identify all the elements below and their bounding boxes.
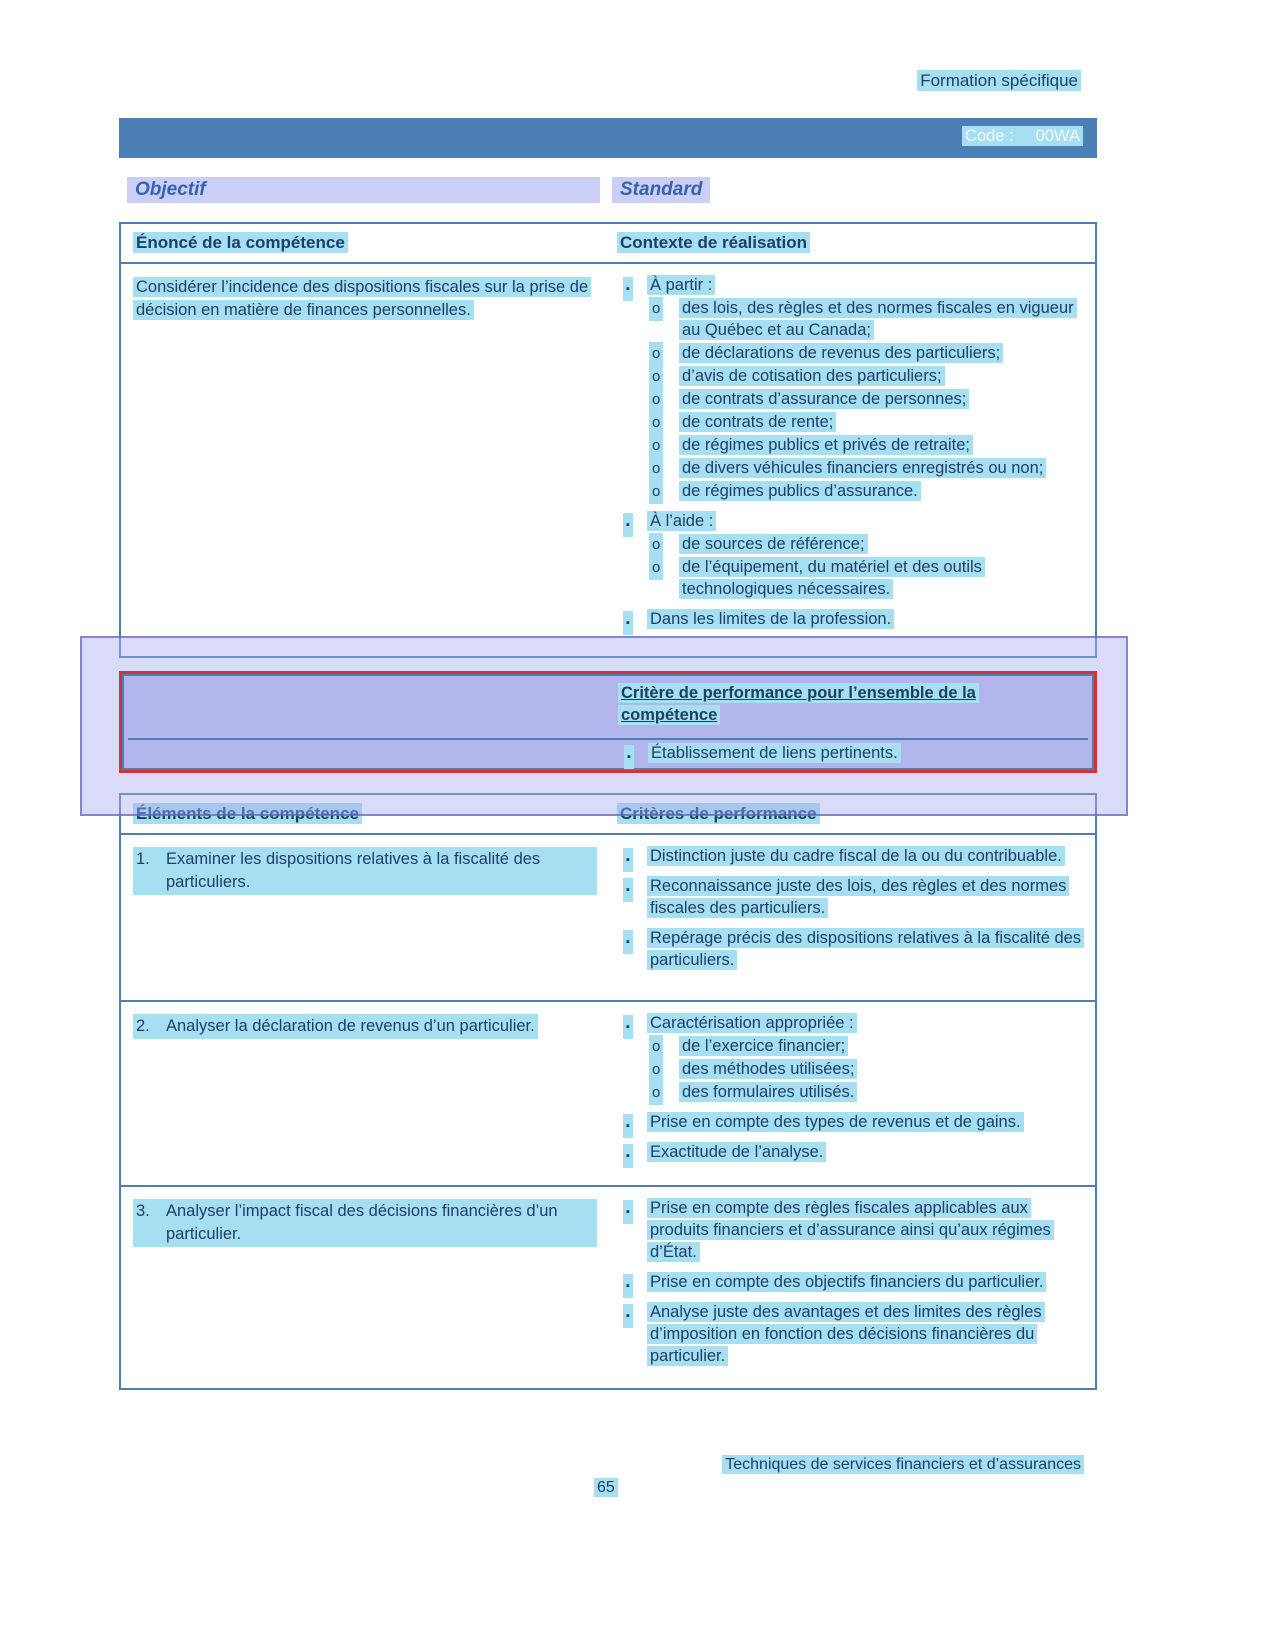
objectif-title bbox=[127, 177, 600, 203]
competency-table-body bbox=[121, 264, 1095, 631]
page-number bbox=[594, 1477, 618, 1499]
column-titles bbox=[119, 177, 1097, 205]
list-item-text: de sources de référence; bbox=[679, 534, 868, 554]
bullet-icon: ▪ bbox=[623, 1200, 633, 1224]
element-number: 1. bbox=[133, 847, 163, 895]
circle-bullet-icon: o bbox=[649, 533, 663, 557]
bullet-icon: ▪ bbox=[623, 930, 633, 954]
standard-title-text: Standard bbox=[620, 179, 703, 200]
list-item bbox=[617, 1012, 1089, 1034]
list-item bbox=[617, 1271, 1089, 1293]
bullet-icon: ▪ bbox=[623, 1015, 633, 1039]
list-item-text: des lois, des règles et des normes fiscales en vigueur au Québec et au Canada; bbox=[679, 298, 1077, 340]
list-item bbox=[617, 1301, 1089, 1367]
footer-program bbox=[722, 1454, 1084, 1476]
list-item-text: À partir : bbox=[647, 275, 715, 295]
col-header-criteres: Critères de performance bbox=[617, 803, 820, 824]
bullet-icon: ▪ bbox=[623, 1274, 633, 1298]
code-value: 00WA bbox=[1035, 127, 1080, 145]
criteria-cell bbox=[617, 835, 1095, 1000]
element-text: Examiner les dispositions relatives à la fiscalité des particuliers. bbox=[163, 847, 597, 895]
list-item-text: Caractérisation appropriée : bbox=[647, 1013, 857, 1033]
element-number: 3. bbox=[133, 1199, 163, 1247]
code-highlight bbox=[962, 126, 1083, 146]
list-item bbox=[617, 875, 1089, 919]
list-item-text: de contrats de rente; bbox=[679, 412, 836, 432]
elements-table bbox=[119, 793, 1097, 1390]
section-header-text: Formation spécifique bbox=[917, 70, 1081, 91]
circle-bullet-icon: o bbox=[649, 342, 663, 366]
list-item bbox=[617, 1081, 1089, 1103]
criteria-list bbox=[617, 845, 1089, 971]
bullet-icon: ▪ bbox=[623, 848, 633, 872]
list-item bbox=[618, 742, 1082, 764]
competency-table-header bbox=[121, 224, 1095, 264]
list-item-text: de déclarations de revenus des particuliers; bbox=[679, 343, 1003, 363]
list-item bbox=[617, 274, 1089, 296]
competency-statement-cell bbox=[121, 264, 617, 631]
criteria-cell bbox=[617, 1002, 1095, 1185]
list-item bbox=[617, 556, 1089, 600]
circle-bullet-icon: o bbox=[649, 457, 663, 481]
criteria-list bbox=[617, 1197, 1089, 1367]
performance-box-title: Critère de performance pour l’ensemble de la compétence bbox=[618, 683, 979, 725]
bullet-icon: ▪ bbox=[623, 277, 633, 301]
element-cell bbox=[121, 835, 617, 1000]
list-item-text: Reconnaissance juste des lois, des règles et des normes fiscales des particuliers. bbox=[647, 876, 1069, 918]
competency-table bbox=[119, 222, 1097, 658]
list-item-text: Prise en compte des objectifs financiers du particulier. bbox=[647, 1272, 1046, 1292]
list-item bbox=[617, 388, 1089, 410]
title-bar bbox=[119, 118, 1097, 158]
circle-bullet-icon: o bbox=[649, 1058, 663, 1082]
context-list bbox=[617, 274, 1089, 630]
list-item-text: des formulaires utilisés. bbox=[679, 1082, 857, 1102]
list-item bbox=[617, 608, 1089, 630]
list-item bbox=[617, 845, 1089, 867]
list-item-text: Prise en compte des types de revenus et de gains. bbox=[647, 1112, 1024, 1132]
performance-criterion-inner bbox=[122, 674, 1094, 770]
bullet-icon: ▪ bbox=[623, 513, 633, 537]
context-cell bbox=[617, 264, 1095, 631]
col-header-enonce: Énoncé de la compétence bbox=[133, 232, 348, 253]
element-text: Analyser l’impact fiscal des décisions financières d’un particulier. bbox=[163, 1199, 597, 1247]
code-label: Code : bbox=[965, 127, 1014, 145]
list-item bbox=[617, 533, 1089, 555]
list-item bbox=[617, 927, 1089, 971]
circle-bullet-icon: o bbox=[649, 434, 663, 458]
list-item bbox=[617, 510, 1089, 532]
performance-box-list bbox=[618, 742, 1082, 764]
element-number: 2. bbox=[133, 1014, 163, 1039]
list-item-text: d’avis de cotisation des particuliers; bbox=[679, 366, 945, 386]
circle-bullet-icon: o bbox=[649, 411, 663, 435]
circle-bullet-icon: o bbox=[649, 297, 663, 321]
list-item bbox=[617, 1035, 1089, 1057]
bullet-icon: ▪ bbox=[623, 1114, 633, 1138]
objectif-title-text: Objectif bbox=[135, 179, 206, 200]
list-item-text: À l’aide : bbox=[647, 511, 716, 531]
footer-program-text: Techniques de services financiers et d’assurances bbox=[722, 1455, 1084, 1474]
list-item bbox=[617, 1141, 1089, 1163]
list-item-text: de régimes publics d’assurance. bbox=[679, 481, 921, 501]
circle-bullet-icon: o bbox=[649, 365, 663, 389]
element-cell bbox=[121, 1187, 617, 1388]
list-item bbox=[617, 1197, 1089, 1263]
divider bbox=[128, 738, 1088, 740]
list-item bbox=[617, 434, 1089, 456]
criteria-cell bbox=[617, 1187, 1095, 1388]
elements-table-header bbox=[121, 795, 1095, 835]
criteria-list bbox=[617, 1012, 1089, 1163]
list-item-text: Repérage précis des dispositions relatives à la fiscalité des particuliers. bbox=[647, 928, 1084, 970]
code-field bbox=[962, 125, 1083, 147]
table-row bbox=[121, 1000, 1095, 1185]
table-row bbox=[121, 835, 1095, 1000]
list-item-text: de l’exercice financier; bbox=[679, 1036, 848, 1056]
list-item-text: Analyse juste des avantages et des limites des règles d’imposition en fonction des décisions financières du particulier. bbox=[647, 1302, 1045, 1366]
circle-bullet-icon: o bbox=[649, 1081, 663, 1105]
competency-statement: Considérer l’incidence des dispositions fiscales sur la prise de décision en matière de finances personnelles. bbox=[133, 277, 591, 320]
list-item-text: des méthodes utilisées; bbox=[679, 1059, 857, 1079]
list-item bbox=[617, 411, 1089, 433]
col-header-elements: Éléments de la compétence bbox=[133, 803, 362, 824]
performance-box-title-wrap bbox=[618, 682, 1020, 726]
page-number-text: 65 bbox=[594, 1478, 618, 1497]
standard-title bbox=[612, 177, 710, 203]
bullet-icon: ▪ bbox=[623, 878, 633, 902]
list-item bbox=[617, 480, 1089, 502]
list-item bbox=[617, 457, 1089, 479]
circle-bullet-icon: o bbox=[649, 1035, 663, 1059]
bullet-icon: ▪ bbox=[624, 745, 634, 769]
col-header-contexte: Contexte de réalisation bbox=[617, 232, 810, 253]
bullet-icon: ▪ bbox=[623, 611, 633, 635]
table-row bbox=[121, 1185, 1095, 1388]
list-item-text: de l’équipement, du matériel et des outils technologiques nécessaires. bbox=[679, 557, 985, 599]
section-header bbox=[917, 70, 1081, 92]
list-item bbox=[617, 365, 1089, 387]
list-item-text: Prise en compte des règles fiscales applicables aux produits financiers et d’assurance ainsi qu’aux régimes d’État. bbox=[647, 1198, 1054, 1262]
circle-bullet-icon: o bbox=[649, 480, 663, 504]
list-item bbox=[617, 1111, 1089, 1133]
list-item-text: Dans les limites de la profession. bbox=[647, 609, 894, 629]
list-item-text: Distinction juste du cadre fiscal de la ou du contribuable. bbox=[647, 846, 1065, 866]
list-item bbox=[617, 1058, 1089, 1080]
list-item-text: de contrats d’assurance de personnes; bbox=[679, 389, 969, 409]
list-item bbox=[617, 297, 1089, 341]
bullet-icon: ▪ bbox=[623, 1144, 633, 1168]
element-cell bbox=[121, 1002, 617, 1185]
list-item-text: de divers véhicules financiers enregistrés ou non; bbox=[679, 458, 1046, 478]
list-item-text: Établissement de liens pertinents. bbox=[648, 743, 901, 763]
list-item-text: Exactitude de l’analyse. bbox=[647, 1142, 826, 1162]
circle-bullet-icon: o bbox=[649, 556, 663, 580]
circle-bullet-icon: o bbox=[649, 388, 663, 412]
list-item-text: de régimes publics et privés de retraite; bbox=[679, 435, 973, 455]
list-item bbox=[617, 342, 1089, 364]
element-text: Analyser la déclaration de revenus d’un particulier. bbox=[163, 1014, 538, 1039]
bullet-icon: ▪ bbox=[623, 1304, 633, 1328]
performance-criterion-box bbox=[119, 671, 1097, 773]
